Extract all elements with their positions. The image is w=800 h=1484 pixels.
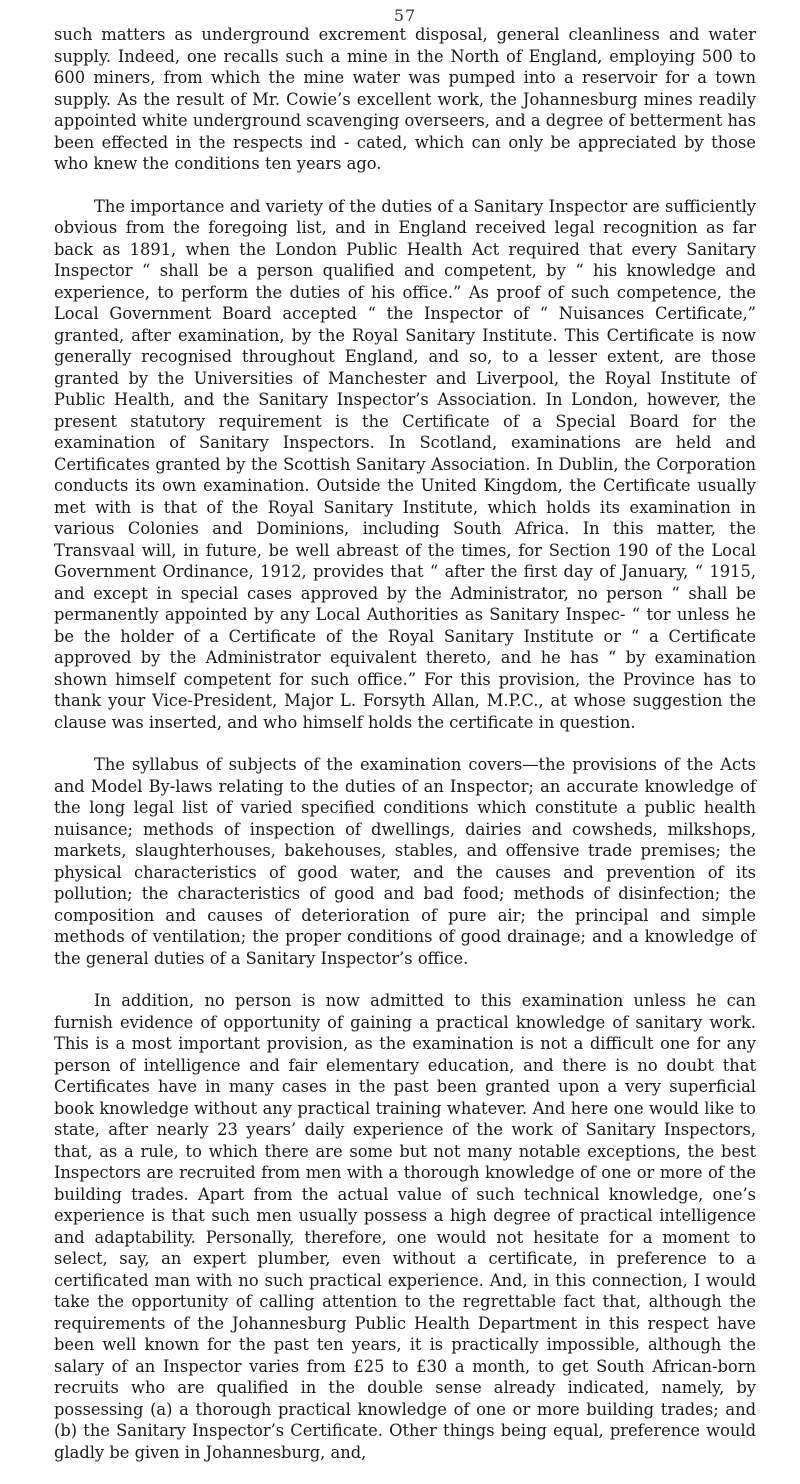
paragraph-3: The syllabus of subjects of the examination covers—the provisions of the Acts and Model By-laws relating to the duties of an Inspector; an accurate knowledge of the long legal list of varied specified conditions which constitute a public health nuisance; methods of inspection of dwellings, dairies and cowsheds, milkshops, markets, slaughterhouses, bakehouses, stables, and offensive trade premises; the physical characteristics of good water, and the causes and prevention of its pollution; the characteristics of good and bad food; methods of disinfection; the composition and causes of deterioration of pure air; the principal and simple methods of ventilation; the proper conditions of good drainage; and a knowledge of the general duties of a Sanitary Inspector’s office.	[54, 755, 756, 968]
page-number: 57	[393, 6, 417, 25]
body-text	[54, 24, 756, 1484]
paragraph-4: In addition, no person is now admitted to this examination unless he can furnish evidence of opportunity of gaining a practical knowledge of sanitary work. This is a most important provision, as the examination is not a difficult one for any person of intelligence and fair elementary education, and there is no doubt that Certificates have in many cases in the past been granted upon a very superficial book knowledge without any practical training whatever. And here one would like to state, after nearly 23 years’ daily experience of the work of Sanitary Inspectors, that, as a rule, to which there are some but not many notable exceptions, the best Inspectors are recruited from men with a thorough knowledge of one or more of the building trades. Apart from the actual value of such technical knowledge, one’s experience is that such men usually possess a high degree of practical intelligence and adaptability. Personally, therefore, one would not hesitate for a moment to select, say, an expert plumber, even without a certificate, in preference to a certificated man with no such practical experience. And, in this connection, I would take the opportunity of calling attention to the regrettable fact that, although the requirements of the Johannesburg Public Health Department in this respect have been well known for the past ten years, it is practically impossible, although the salary of an Inspector varies from £25 to £30 a month, to get South African-born recruits who are qualified in the double sense already indicated, namely, by possessing (a) a thorough practical knowledge of one or more building trades; and (b) the Sanitary Inspector’s Certificate. Other things being equal, preference would gladly be given in Johannesburg, and,	[54, 991, 756, 1462]
paragraph-2: The importance and variety of the duties of a Sanitary Inspector are sufficiently obvious from the foregoing list, and in England received legal recognition as far back as 1891, when the London Public Health Act required that every Sanitary Inspector “ shall be a person qualified and competent, by “ his knowledge and experience, to perform the duties of his office.” As proof of such competence, the Local Government Board accepted “ the Inspector of “ Nuisances Certificate,” granted, after examination, by the Royal Sanitary Institute. This Certificate is now generally recognised throughout England, and so, to a lesser extent, are those granted by the Universities of Manchester and Liverpool, the Royal Institute of Public Health, and the Sanitary Inspector’s Association. In London, however, the present statutory requirement is the Certificate of a Special Board for the examination of Sanitary Inspectors. In Scotland, examinations are held and Certificates granted by the Scottish Sanitary Association. In Dublin, the Corporation conducts its own examination. Outside the United Kingdom, the Certificate usually met with is that of the Royal Sanitary Institute, which holds its examination in various Colonies and Dominions, including South Africa. In this matter, the Transvaal will, in future, be well abreast of the times, for Section 190 of the Local Government Ordinance, 1912, provides that “ after the first day of January, “ 1915, and except in special cases approved by the Administrator, no person “ shall be permanently appointed by any Local Authorities as Sanitary Inspec- “ tor unless he be the holder of a Certificate of the Royal Sanitary Institute or “ a Certificate approved by the Administrator equivalent thereto, and he has “ by examination shown himself competent for such office.” For this provision, the Province has to thank your Vice-President, Major L. Forsyth Allan, M.P.C., at whose suggestion the clause was inserted, and who himself holds the certificate in question.	[54, 196, 756, 732]
paragraph-1: such matters as underground excrement disposal, general cleanliness and water supply. Indeed, one recalls such a mine in the North of England, employing 500 to 600 miners, from which the mine water was pumped into a reservoir for a town supply. As the result of Mr. Cowie’s excellent work, the Johannesburg mines readily appointed white underground scavenging overseers, and a degree of betterment has been effected in the respects ind - cated, which can only be appreciated by those who knew the conditions ten years ago.	[54, 25, 756, 173]
